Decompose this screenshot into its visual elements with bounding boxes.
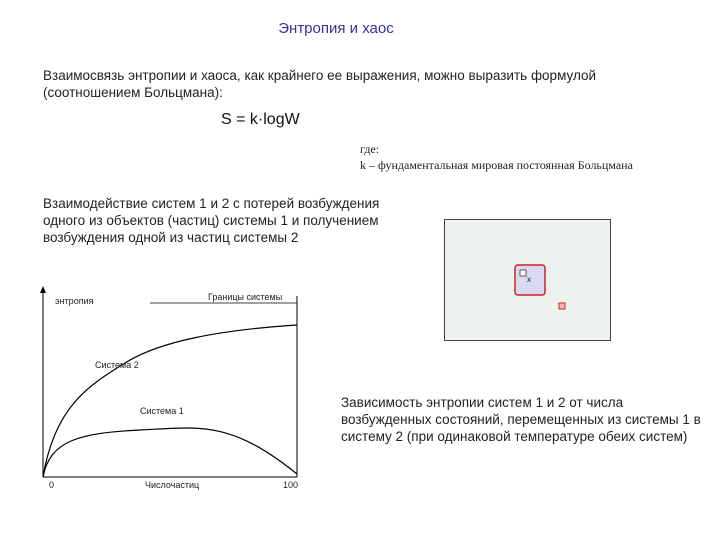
graph-caption: Зависимость энтропии систем 1 и 2 от числа возбужденных состояний, перемещенных из системы 1 в систему 2 (при одинаковой температуре обеих систем) — [341, 395, 701, 444]
x-tick-end: 100 — [283, 480, 299, 490]
formula-legend-constant: k – фундаментальная мировая постоянная Больцмана — [360, 158, 633, 172]
y-axis-label: энтропия — [55, 296, 94, 306]
slide-title: Энтропия и хаос — [278, 20, 394, 37]
system-1-curve — [43, 428, 297, 477]
system-2-label: Система 2 — [95, 360, 139, 370]
x-axis-label: Числочастиц — [145, 480, 200, 490]
y-axis-arrow — [40, 286, 46, 293]
system-1-label: Система 1 — [140, 406, 184, 416]
formula-legend-where: где: — [360, 142, 380, 156]
interaction-paragraph: Взаимодействие систем 1 и 2 с потерей возбуждения одного из объектов (частиц) системы 1 и получением возбуждения одной из частиц системы 2 — [43, 196, 380, 245]
particle-label: х — [527, 275, 531, 284]
intro-paragraph: Взаимосвязь энтропии и хаоса, как крайнего ее выражения, можно выразить формулой (соотношением Больцмана): — [43, 68, 597, 100]
boltzmann-formula: S = k·logW — [221, 111, 300, 128]
boundary-label: Границы системы — [208, 292, 283, 302]
x-tick-start: 0 — [49, 480, 55, 490]
system-2-curve — [43, 325, 297, 477]
